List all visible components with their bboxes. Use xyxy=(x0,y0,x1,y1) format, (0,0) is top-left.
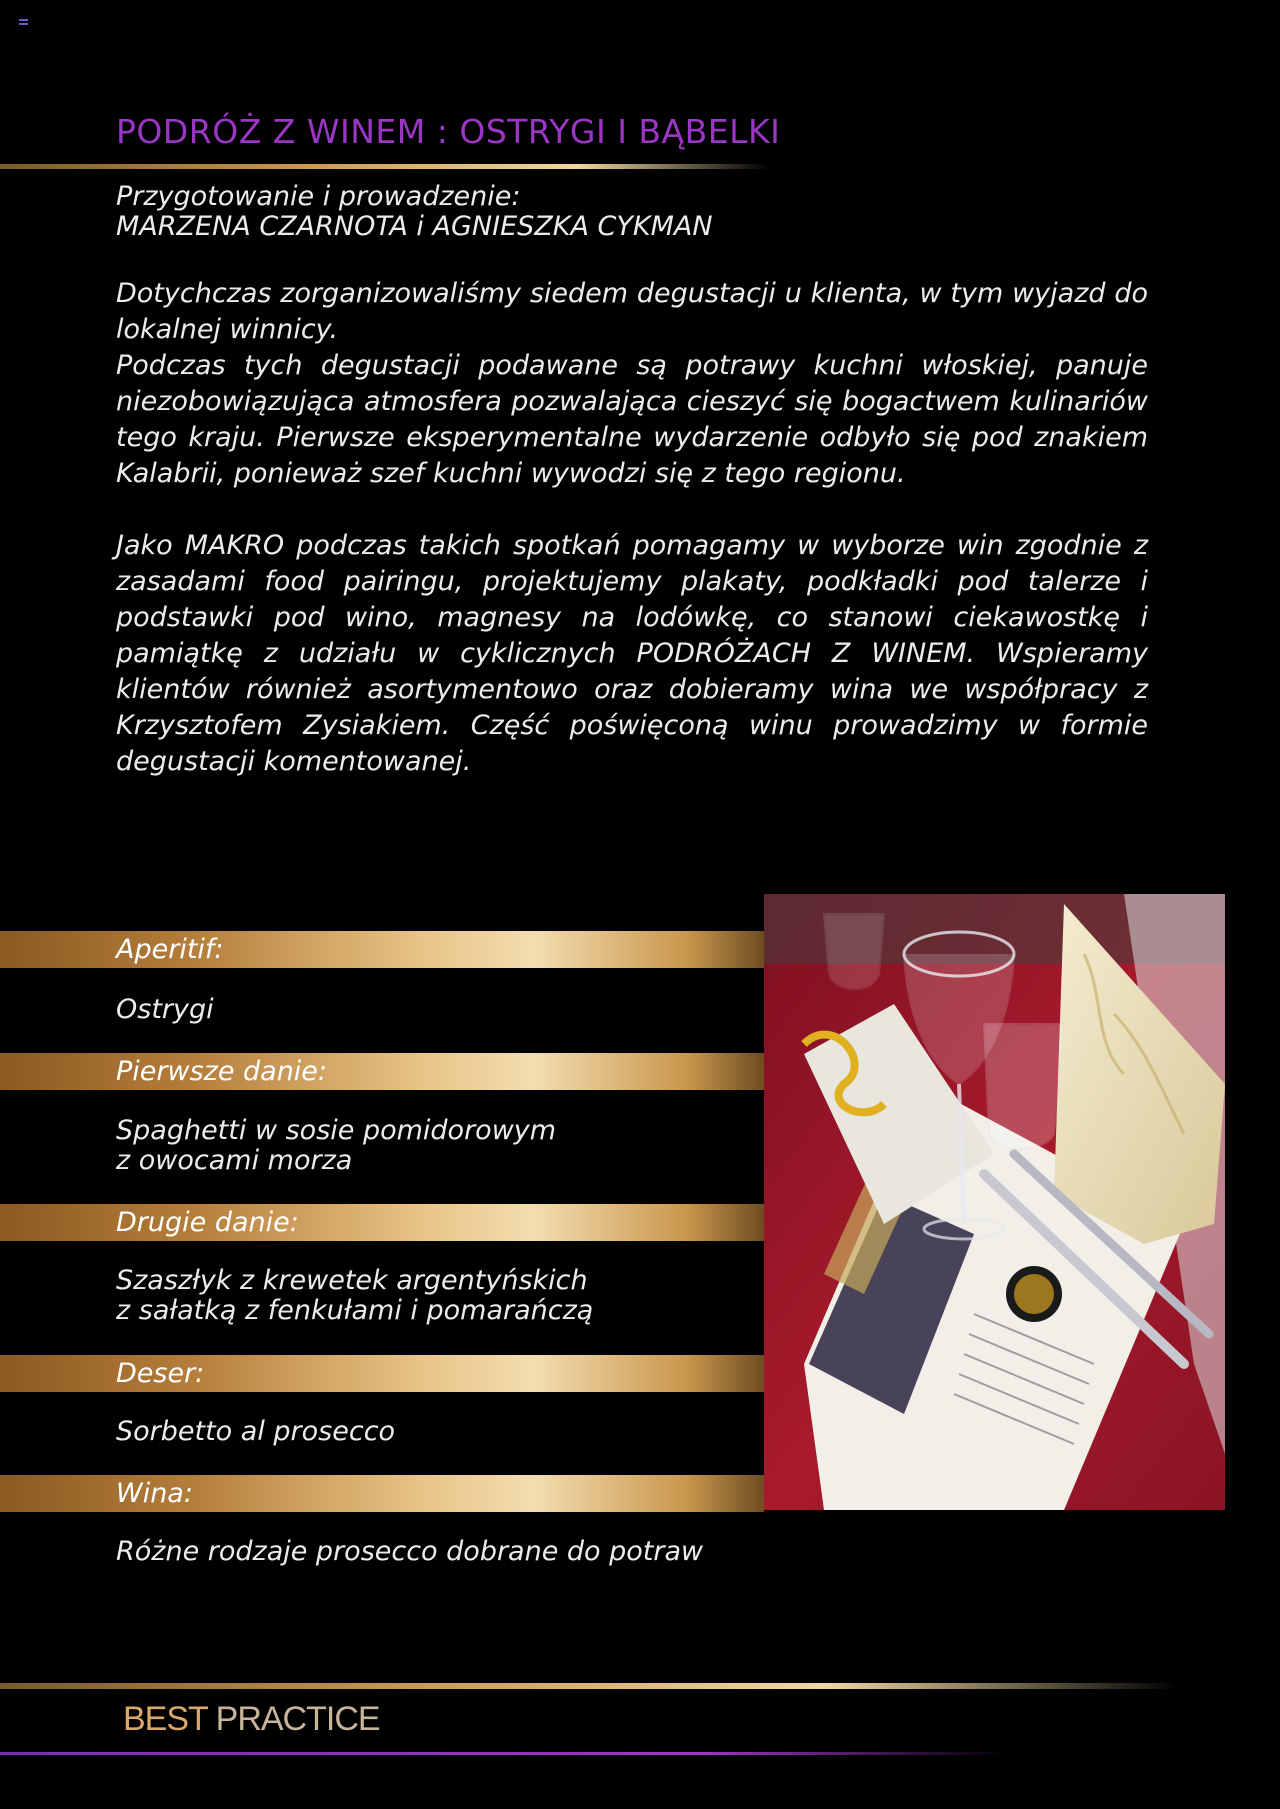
second-course-label: Drugie danie: xyxy=(116,1207,299,1238)
intro-label: Przygotowanie i prowadzenie: xyxy=(116,181,521,212)
first-course-line-2: z owocami morza xyxy=(116,1145,353,1176)
menu-icon[interactable] xyxy=(19,19,28,25)
description-block xyxy=(116,276,1148,492)
band-wines xyxy=(0,1475,764,1512)
paragraph-1: Dotychczas zorganizowaliśmy siedem degustacji u klienta, w tym wyjazd do lokalnej winnicy. xyxy=(116,278,1148,345)
footer-label xyxy=(123,1700,380,1739)
page-title: PODRÓŻ Z WINEM : OSTRYGI I BĄBELKI xyxy=(116,112,781,151)
band-second-course xyxy=(0,1204,764,1241)
aperitif-dish: Ostrygi xyxy=(116,994,214,1025)
band-aperitif xyxy=(0,931,764,968)
paragraph-3: Jako MAKRO podczas takich spotkań pomagamy w wyborze win zgodnie z zasadami food pairingu, projektujemy plakaty, podkładki pod talerze i podstawki pod wino, magnesy na lodówkę, co stanowi ciekawostkę i pamiątkę z udziału w cyklicznych PODRÓŻACH Z WINEM. Wspieramy klientów również asortymentowo oraz dobieramy wina we współpracy z Krzysztofem Zysiakiem. Część poświęconą winu prowadzimy w formie degustacji komentowanej. xyxy=(116,530,1148,777)
wines-text: Różne rodzaje prosecco dobrane do potraw xyxy=(116,1536,704,1567)
footer-best: BEST xyxy=(123,1700,216,1738)
wines-label: Wina: xyxy=(116,1478,193,1509)
footer-practice: PRACTICE xyxy=(215,1700,380,1738)
first-course-line-1: Spaghetti w sosie pomidorowym xyxy=(116,1115,557,1146)
second-course-line-1: Szaszłyk z krewetek argentyńskich xyxy=(116,1265,588,1296)
paragraph-2: Podczas tych degustacji podawane są potrawy kuchni włoskiej, panuje niezobowiązująca atmosfera pozwalająca cieszyć się bogactwem kulinariów tego kraju. Pierwsze eksperymentalne wydarzenie odbyło się pod znakiem Kalabrii, ponieważ szef kuchni wywodzi się z tego regionu. xyxy=(116,350,1148,489)
second-course-line-2: z sałatką z fenkułami i pomarańczą xyxy=(116,1295,594,1326)
authors-block xyxy=(116,182,1148,242)
table-setting-photo xyxy=(764,894,1225,1510)
dessert-dish: Sorbetto al prosecco xyxy=(116,1416,396,1447)
footer-purple-rule xyxy=(0,1752,1010,1755)
aperitif-label: Aperitif: xyxy=(116,934,224,965)
dessert-label: Deser: xyxy=(116,1358,205,1389)
band-dessert xyxy=(0,1355,764,1392)
title-divider xyxy=(0,164,770,169)
authors-names: MARZENA CZARNOTA i AGNIESZKA CYKMAN xyxy=(116,211,713,242)
band-first-course xyxy=(0,1053,764,1090)
first-course-label: Pierwsze danie: xyxy=(116,1056,328,1087)
footer-gold-rule xyxy=(0,1683,1180,1689)
makro-support-block xyxy=(116,528,1148,780)
